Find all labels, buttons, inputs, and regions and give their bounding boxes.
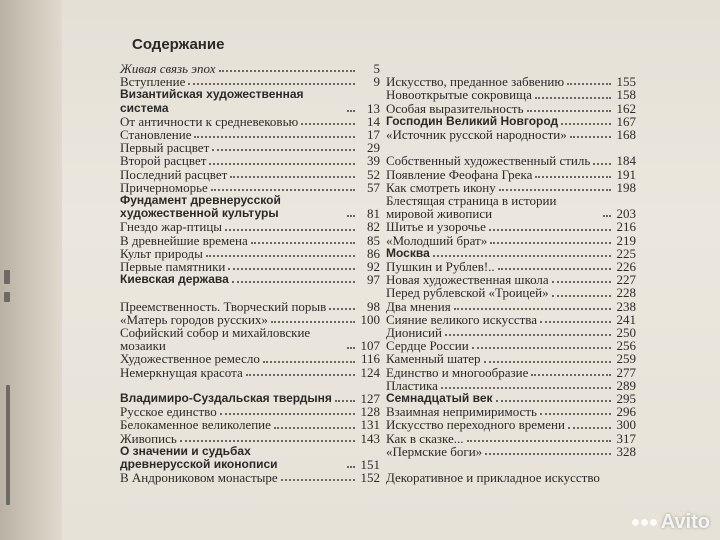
toc-entry-title: Пластика <box>386 377 438 393</box>
toc-entry-title: Шитье и узорочье <box>386 219 486 235</box>
toc-page-number: 57 <box>367 179 380 195</box>
toc-entry <box>386 418 636 431</box>
toc-leader-dots <box>347 109 355 112</box>
avito-logo-icon <box>632 519 657 526</box>
toc-page-number: 100 <box>360 311 380 327</box>
toc-entry <box>120 154 380 167</box>
toc-entry-title: Киевская держава <box>120 272 229 287</box>
toc-page-number: 317 <box>616 430 636 446</box>
toc-entry-title: Сердце России <box>386 338 469 354</box>
toc-leader-dots <box>603 480 611 481</box>
toc-leader-dots <box>570 135 611 138</box>
toc-page-number: 162 <box>616 100 636 116</box>
toc-entry-title: Появление Феофана Грека <box>386 166 533 182</box>
toc-leader-dots <box>194 135 355 138</box>
toc-page-number: 152 <box>360 470 380 486</box>
toc-page-number: 86 <box>367 245 380 261</box>
toc-page-number: 184 <box>616 153 636 169</box>
toc-entry-title: Семнадцатый век <box>386 391 493 406</box>
toc-entry-title: Блестящая страница в истории мировой живописи <box>386 193 557 222</box>
toc-page-number: 167 <box>616 113 636 129</box>
toc-entry <box>386 432 636 445</box>
toc-leader-dots <box>433 254 611 257</box>
toc-entry-title: Первый расцвет <box>120 140 210 156</box>
toc-leader-dots <box>347 465 355 468</box>
toc-page-number: 143 <box>360 430 380 446</box>
toc-page-number: 296 <box>616 404 636 420</box>
toc-leader-dots <box>496 399 611 402</box>
toc-entry-title: «Молодший брат» <box>386 232 488 248</box>
toc-leader-dots <box>232 280 355 283</box>
toc-entry <box>386 366 636 379</box>
toc-entry-title: От античности к средневековью <box>120 113 299 129</box>
toc-page-number: 98 <box>367 298 380 314</box>
toc-page-number: 216 <box>616 219 636 235</box>
toc-leader-dots <box>472 346 611 349</box>
toc-leader-dots <box>180 439 355 442</box>
toc-page-number: 155 <box>616 74 636 90</box>
toc-leader-dots <box>335 399 355 402</box>
toc-entry-title: Дионисий <box>386 325 442 341</box>
toc-leader-dots <box>593 162 611 165</box>
toc-entry-title: Собственный художественный стиль <box>386 153 591 169</box>
toc-entry <box>120 194 380 220</box>
toc-page-number: 238 <box>616 298 636 314</box>
toc-page-number: 198 <box>616 179 636 195</box>
toc-leader-dots <box>454 307 611 310</box>
toc-leader-dots <box>230 175 355 178</box>
toc-entry-title: Декоративное и прикладное искусство <box>386 470 600 486</box>
toc-leader-dots <box>220 412 355 415</box>
toc-entry <box>120 326 380 352</box>
toc-entry <box>120 366 380 379</box>
toc-page-number: 203 <box>616 206 636 222</box>
toc-entry-title: Как смотреть икону <box>386 179 496 195</box>
toc-entry-title: Живая связь эпох <box>120 61 216 76</box>
toc-leader-dots <box>301 122 355 125</box>
toc-entry-title: Владимиро-Суздальская твердыня <box>120 391 332 406</box>
toc-entry-title: Византийская художественная система <box>120 87 304 115</box>
toc-leader-dots <box>540 412 611 415</box>
toc-leader-dots <box>567 82 611 85</box>
toc-entry-title: Искусство переходного времени <box>386 417 565 433</box>
toc-page-number: 81 <box>367 206 380 222</box>
toc-entry <box>120 418 380 431</box>
toc-entry-title: Гнездо жар-птицы <box>120 219 223 235</box>
toc-leader-dots <box>206 254 355 257</box>
toc-page-number: 250 <box>616 325 636 341</box>
toc-page-number: 9 <box>373 74 380 90</box>
toc-entry-title: Художественное ремесло <box>120 351 260 367</box>
toc-leader-dots <box>251 241 355 244</box>
toc-entry <box>120 88 380 114</box>
spine-print-mark <box>4 270 10 284</box>
toc-page-number: 277 <box>616 364 636 380</box>
toc-page-number: 259 <box>616 351 636 367</box>
toc-leader-dots <box>561 122 611 125</box>
toc-entry-title: В древнейшие времена <box>120 232 248 248</box>
toc-page-number: 13 <box>367 100 380 116</box>
toc-right-column <box>386 62 636 484</box>
toc-leader-dots <box>552 294 611 297</box>
toc-page-number: 131 <box>360 417 380 433</box>
toc-entry-title: Перед рублевской «Троицей» <box>386 285 549 301</box>
toc-leader-dots <box>347 214 355 217</box>
toc-leader-dots <box>467 439 611 442</box>
toc-leader-dots <box>484 360 611 363</box>
toc-leader-dots <box>552 280 611 283</box>
toc-leader-dots <box>329 307 355 310</box>
toc-entry-title: «Матерь городов русских» <box>120 311 268 327</box>
toc-leader-dots <box>209 162 355 165</box>
toc-leader-dots <box>527 109 611 112</box>
toc-entry-title: Вступление <box>120 74 186 90</box>
toc-page-number: 97 <box>367 272 380 288</box>
toc-page-number: 225 <box>616 245 636 261</box>
toc-entry-title: Причерноморье <box>120 179 208 195</box>
toc-leader-dots <box>445 333 611 336</box>
toc-entry <box>386 220 636 233</box>
toc-leader-dots <box>540 320 611 323</box>
toc-leader-dots <box>347 346 355 349</box>
page-title: Содержание <box>132 36 225 53</box>
toc-entry <box>120 286 380 312</box>
toc-leader-dots <box>271 320 355 323</box>
toc-entry <box>386 88 636 101</box>
spine-print-mark <box>4 292 10 302</box>
toc-page-number: 17 <box>367 127 380 143</box>
watermark-text: Avito <box>660 511 710 533</box>
toc-page-number: 127 <box>360 391 380 407</box>
toc-entry-title: Русское единство <box>120 404 217 420</box>
toc-page-number: 158 <box>616 87 636 103</box>
toc-entry-title: Немеркнущая красота <box>120 364 243 380</box>
toc-leader-dots <box>188 82 355 85</box>
toc-leader-dots <box>211 188 355 191</box>
toc-entry-title: Живопись <box>120 430 177 446</box>
toc-entry-title: Новооткрытые сокровища <box>386 87 532 103</box>
toc-entry <box>386 234 636 247</box>
toc-entry <box>386 445 636 458</box>
toc-entry-title: Каменный шатер <box>386 351 481 367</box>
toc-leader-dots <box>489 228 611 231</box>
toc-entry-title: Софийский собор и михайловские мозаики <box>120 325 311 354</box>
toc-entry <box>120 432 380 445</box>
toc-leader-dots <box>281 478 355 481</box>
toc-entry-title: О значении и судьбах древнерусской иконописи <box>120 443 278 472</box>
book-spine <box>0 0 62 540</box>
toc-leader-dots <box>219 69 355 72</box>
toc-entry <box>386 458 636 484</box>
toc-page-number: 29 <box>367 140 380 156</box>
toc-entry-title: Культ природы <box>120 245 203 261</box>
toc-page-number: 295 <box>616 391 636 407</box>
toc-page-number: 241 <box>616 311 636 327</box>
toc-page-number: 5 <box>373 61 380 76</box>
toc-page-number: 328 <box>616 443 636 459</box>
toc-entry-title: Преемственность. Творческий порыв <box>120 298 327 314</box>
toc-entry-title: «Источник русской народности» <box>386 127 567 142</box>
toc-entry-title: Белокаменное великолепие <box>120 417 271 433</box>
toc-entry-title: Взаимная непримиримость <box>386 404 537 420</box>
toc-leader-dots <box>263 360 355 363</box>
toc-entry-title: Как в сказке... <box>386 430 464 446</box>
toc-page-number: 107 <box>360 338 380 354</box>
toc-entry <box>386 352 636 365</box>
toc-entry <box>386 194 636 220</box>
toc-page-number: 85 <box>367 232 380 248</box>
toc-leader-dots <box>246 373 355 376</box>
toc-entry-title: Первые памятники <box>120 259 226 275</box>
toc-page-number: 300 <box>616 417 636 433</box>
toc-leader-dots <box>485 452 611 455</box>
toc-entry <box>120 234 380 247</box>
toc-leader-dots <box>535 96 611 99</box>
toc-entry-title: Москва <box>386 245 430 260</box>
toc-page-number: 289 <box>616 377 636 393</box>
toc-entry <box>386 62 636 88</box>
toc-leader-dots <box>535 175 611 178</box>
toc-entry-title: Единство и многообразие <box>386 364 529 380</box>
toc-entry-title: Пушкин и Рублев!.. <box>386 259 495 275</box>
toc-page-number: 116 <box>360 351 380 367</box>
toc-entry-title: Становление <box>120 127 192 143</box>
toc-leader-dots <box>441 386 611 389</box>
toc-entry-title: Фундамент древнерусской художественной культуры <box>120 193 281 221</box>
toc-entry <box>120 352 380 365</box>
toc-page-number: 82 <box>367 219 380 235</box>
toc-entry-title: «Пермские боги» <box>386 443 483 459</box>
toc-page-number: 52 <box>367 166 380 182</box>
toc-leader-dots <box>498 267 611 270</box>
toc-leader-dots <box>531 373 611 376</box>
toc-leader-dots <box>225 228 355 231</box>
toc-page-number: 92 <box>367 259 380 275</box>
toc-leader-dots <box>603 214 611 217</box>
toc-entry-title: В Андрониковом монастыре <box>120 470 278 486</box>
toc-entry <box>120 168 380 181</box>
toc-page-number: 228 <box>616 285 636 301</box>
toc-entry-title: Искусство, преданное забвению <box>386 74 565 90</box>
toc-entry-title: Новая художественная школа <box>386 272 549 288</box>
toc-entry <box>386 286 636 299</box>
toc-leader-dots <box>274 426 355 429</box>
toc-entry <box>386 300 636 313</box>
toc-page-number: 191 <box>616 166 636 182</box>
toc-page-number: 128 <box>360 404 380 420</box>
toc-entry <box>386 141 636 167</box>
toc-entry-title: Сияние великого искусства <box>386 311 538 327</box>
toc-page-number: 256 <box>616 338 636 354</box>
toc-leader-dots <box>490 241 611 244</box>
toc-entry-title: Второй расцвет <box>120 153 207 169</box>
toc-page-number: 151 <box>360 457 380 473</box>
toc-page-number: 124 <box>360 364 380 380</box>
toc-leader-dots <box>568 426 611 429</box>
toc-leader-dots <box>499 188 611 191</box>
toc-entry-title: Господин Великий Новгород <box>386 113 559 128</box>
toc-entry <box>120 445 380 471</box>
avito-watermark <box>632 511 710 534</box>
toc-entry-title: Два мнения <box>386 298 451 314</box>
toc-entry <box>386 168 636 181</box>
toc-entry-title: Последний расцвет <box>120 166 228 182</box>
toc-entry <box>120 220 380 233</box>
toc-entry <box>120 471 380 484</box>
toc-entry <box>120 379 380 405</box>
toc-page-number: 227 <box>616 272 636 288</box>
toc-page-number: 39 <box>367 153 380 169</box>
toc-page-number: 14 <box>367 113 380 129</box>
toc-left-column <box>120 62 380 484</box>
toc-page-number: 168 <box>616 127 636 142</box>
toc-entry <box>120 273 380 286</box>
toc-page-number: 219 <box>616 232 636 248</box>
toc-page-number: 226 <box>616 259 636 275</box>
toc-entry-title: Особая выразительность <box>386 100 524 116</box>
toc-entry <box>386 128 636 141</box>
toc-leader-dots <box>228 267 355 270</box>
toc-leader-dots <box>212 148 355 151</box>
toc-entry <box>386 102 636 115</box>
spine-print-mark <box>6 385 10 505</box>
